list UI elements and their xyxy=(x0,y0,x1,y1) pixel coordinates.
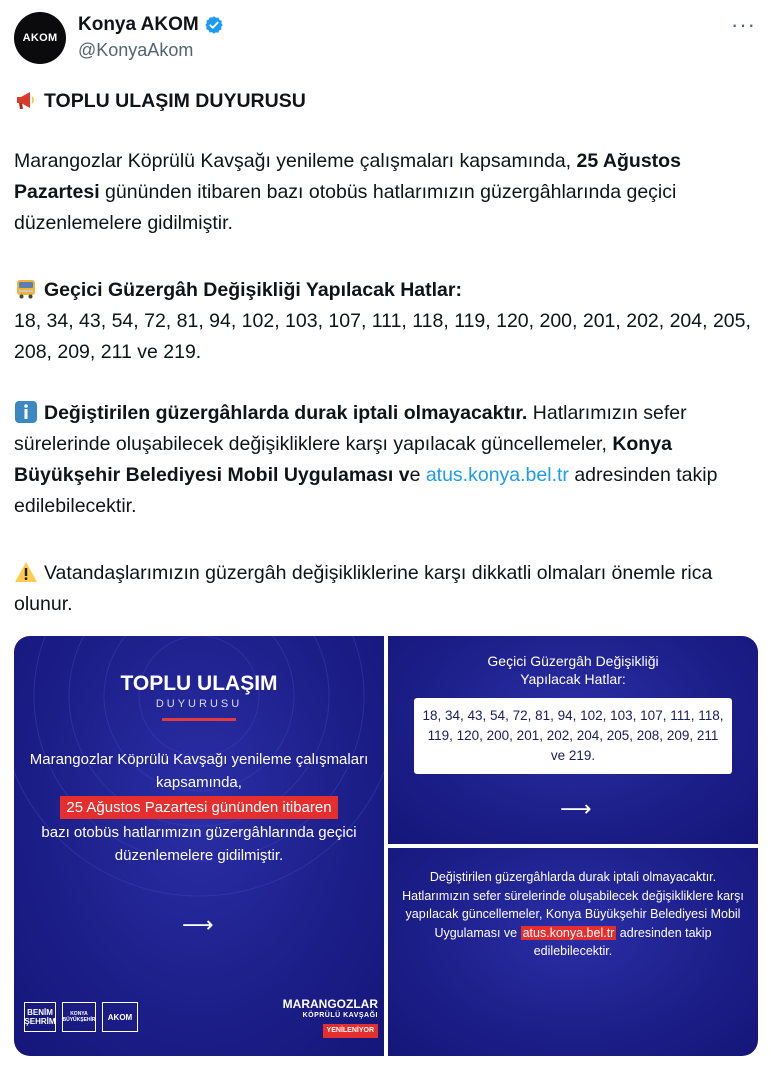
p3-bold-a: Değiştirilen güzergâhlarda durak iptali olmayacaktır. xyxy=(44,402,528,424)
p3-bold-b: Konya Büyükşehir Belediyesi Mobil Uygulaması v xyxy=(14,433,672,486)
mk-title: MARANGOZLAR xyxy=(282,997,378,1011)
p3-text-c: adresinden takip edilebilecektir. xyxy=(14,464,718,517)
panel-title: TOPLU ULAŞIM xyxy=(120,672,278,695)
panel-title: Geçici Güzergâh Değişikliği Yapılacak Hatlar: xyxy=(487,653,659,687)
media-image-bottom-right[interactable] xyxy=(388,848,758,1056)
megaphone-icon xyxy=(14,89,38,111)
panel-body-a: Değiştirilen güzergâhlarda durak iptali olmayacaktır. Hatlarımızın sefer sürelerinde oluşabilecek değişikliklere karşı yapılacak güncellemeler, Konya Büyükşehir Belediyesi Mobil Uygulaması ve xyxy=(402,870,744,940)
info-icon xyxy=(14,401,38,423)
p1-bold-date: 25 Ağustos Pazartesi xyxy=(14,150,681,203)
panel-body xyxy=(398,868,748,961)
marangozlar-logo xyxy=(283,998,378,1038)
p2-bold-heading: Geçici Güzergâh Değişikliği Yapılacak Hatlar: xyxy=(44,279,462,301)
panel-body-b: adresinden takip edilebilecektir. xyxy=(533,925,712,958)
display-name[interactable]: Konya AKOM xyxy=(78,14,199,35)
media-grid xyxy=(14,636,758,1056)
mk-tag: YENİLENİYOR xyxy=(323,1024,378,1038)
tweet-paragraph-1 xyxy=(14,146,756,239)
atus-link[interactable]: atus.konya.bel.tr xyxy=(425,464,569,486)
name-row xyxy=(78,14,224,36)
media-image-left[interactable] xyxy=(14,636,384,1056)
mk-sub: KÖPRÜLÜ KAVŞAĞI xyxy=(302,1012,378,1019)
tweet-paragraph-3 xyxy=(14,398,756,522)
handle[interactable]: @KonyaAkom xyxy=(78,40,194,60)
verified-badge-icon xyxy=(204,15,224,35)
route-list-box: 18, 34, 43, 54, 72, 81, 94, 102, 103, 107, 111, 118, 119, 120, 200, 201, 202, 204, 205, 208, 209, 211 ve 219. xyxy=(414,698,732,774)
panel-link-highlight: atus.konya.bel.tr xyxy=(522,925,615,940)
p1-text-a: Marangozlar Köprülü Kavşağı yenileme çalışmaları kapsamında, xyxy=(14,150,577,172)
media-image-top-right[interactable] xyxy=(388,636,758,844)
p1-text-b: gününden itibaren bazı otobüs hatlarımızın güzergâhlarında geçici düzenlemelere gidilmiştir. xyxy=(14,181,677,234)
tweet-heading: TOPLU ULAŞIM DUYURUSU xyxy=(44,90,306,112)
panel-body-b: bazı otobüs hatlarımızın güzergâhlarında geçici düzenlemelere gidilmiştir. xyxy=(41,824,357,864)
tweet-header xyxy=(14,12,756,68)
bus-icon xyxy=(14,278,38,300)
panel-subtitle: DUYURUSU xyxy=(155,698,243,710)
logo-row xyxy=(24,1002,138,1032)
p2-route-list: 18, 34, 43, 54, 72, 81, 94, 102, 103, 107, 111, 118, 119, 120, 200, 201, 202, 204, 205, 208, 209, 211 ve 219. xyxy=(14,310,751,363)
tweet-heading-line xyxy=(14,86,756,117)
arrow-right-icon: ⟶ xyxy=(560,796,592,821)
arrow-right-icon: ⟶ xyxy=(182,912,214,937)
konya-bb-logo: KONYA BÜYÜKŞEHİR xyxy=(62,1002,96,1032)
p3-text-b: e xyxy=(409,464,426,486)
panel-body xyxy=(24,748,374,867)
avatar-text: AKOM xyxy=(22,32,58,44)
akom-logo: AKOM xyxy=(102,1002,138,1032)
avatar[interactable] xyxy=(14,12,66,64)
more-icon[interactable]: ··· xyxy=(731,12,756,37)
panel-body-highlight: 25 Ağustos Pazartesi gününden itibaren xyxy=(60,796,337,819)
panel-body-a: Marangozlar Köprülü Kavşağı yenileme çalışmaları kapsamında, xyxy=(29,751,369,791)
benim-sehrim-logo: BENİM ŞEHRİM xyxy=(24,1002,56,1032)
tweet-paragraph-2 xyxy=(14,275,756,368)
warning-icon xyxy=(14,561,38,583)
p4-text: Vatandaşlarımızın güzergâh değişikliklerine karşı dikkatli olmaları önemle rica olunur. xyxy=(14,562,713,615)
p3-text-a: Hatlarımızın sefer sürelerinde oluşabilecek değişikliklere karşı yapılacak güncellemeler, xyxy=(14,402,687,455)
tweet-paragraph-4 xyxy=(14,558,756,620)
red-underline xyxy=(162,718,236,721)
